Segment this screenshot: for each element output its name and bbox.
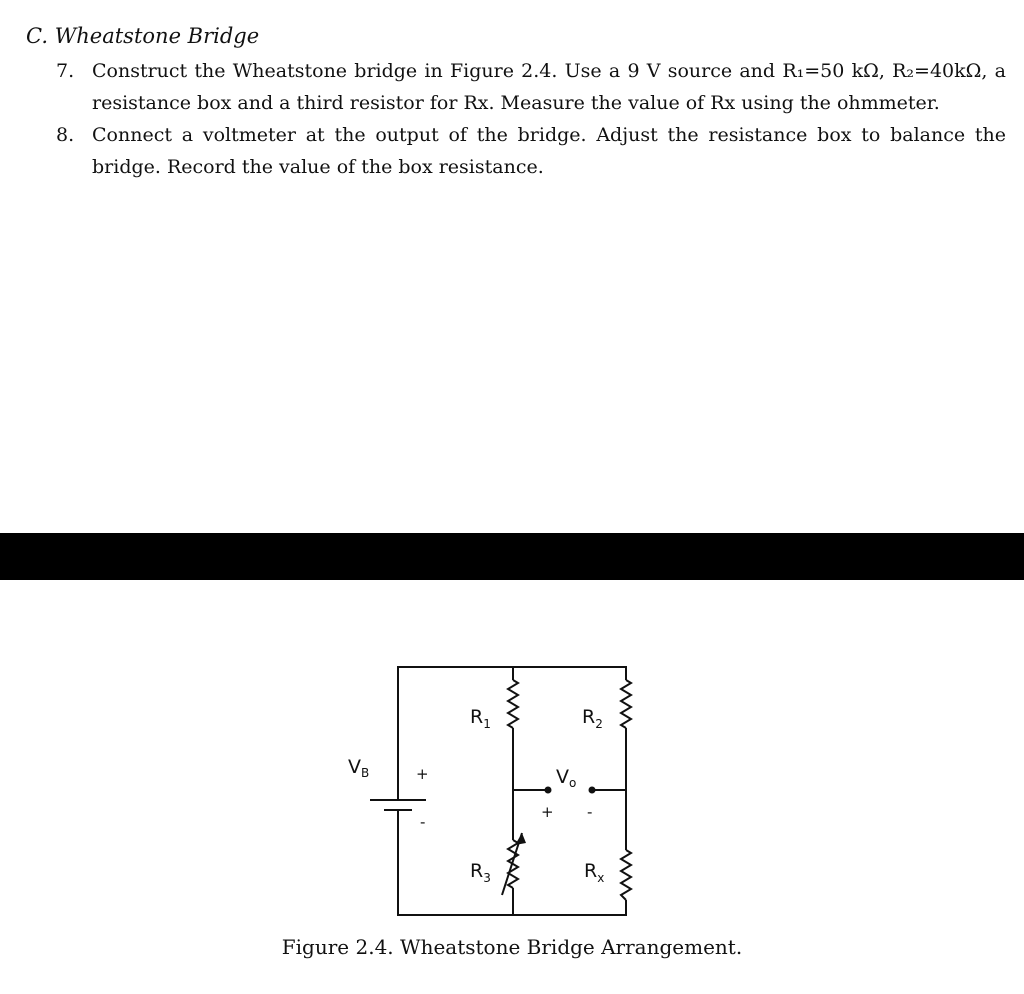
item-text: Connect a voltmeter at the output of the bridge. Adjust the resistance box to balance the bridge. Record the value of the box resistance. bbox=[92, 124, 1006, 178]
wheatstone-bridge-diagram bbox=[330, 655, 690, 925]
item-text: Construct the Wheatstone bridge in Figure 2.4. Use a 9 V source and R₁=50 kΩ, R₂=40kΩ, a resistance box and a third resistor for Rx. Measure the value of Rx using the ohmmeter. bbox=[92, 60, 1006, 114]
list-item bbox=[56, 119, 1006, 183]
label-vo: $V_o$ bbox=[556, 766, 577, 790]
figure-caption: Figure 2.4. Wheatstone Bridge Arrangement. bbox=[281, 935, 743, 959]
label-r2: $R_2$ bbox=[582, 706, 603, 731]
section-title: Wheatstone Bridge bbox=[54, 24, 260, 48]
label-source-minus: - bbox=[420, 813, 426, 831]
instruction-list bbox=[56, 55, 1006, 183]
black-redaction-band bbox=[0, 533, 1024, 580]
label-rx: $R_x$ bbox=[584, 860, 605, 885]
label-vb: $V_B$ bbox=[348, 756, 370, 780]
item-number: 8. bbox=[56, 124, 75, 146]
label-out-plus: + bbox=[541, 803, 554, 821]
label-r1: $R_1$ bbox=[470, 706, 491, 731]
label-source-plus: + bbox=[416, 765, 429, 783]
output-terminal-minus bbox=[589, 787, 596, 794]
output-terminal-plus bbox=[545, 787, 552, 794]
section-letter: C. bbox=[26, 24, 48, 48]
resistor-rx bbox=[621, 850, 631, 900]
label-out-minus: - bbox=[587, 803, 593, 821]
section-heading bbox=[26, 24, 259, 48]
item-number: 7. bbox=[56, 60, 75, 82]
label-r3: $R_3$ bbox=[470, 860, 491, 885]
list-item bbox=[56, 55, 1006, 119]
resistor-r1 bbox=[508, 680, 518, 728]
resistor-r2 bbox=[621, 680, 631, 728]
